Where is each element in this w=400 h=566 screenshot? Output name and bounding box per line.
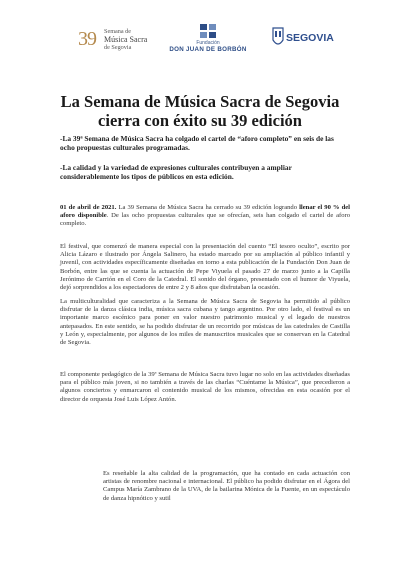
header-logos [0, 22, 400, 62]
semana-logo-text: Semana de Música Sacra de Segovia [104, 28, 148, 51]
segovia-logo-text: SEGOVIA [286, 32, 334, 44]
article-title: La Semana de Música Sacra de Segovia cierra con éxito su 39 edición [60, 92, 340, 130]
press-date: 01 de abril de 2021. [60, 204, 117, 211]
segovia-crest-icon [272, 26, 284, 48]
semana-musica-sacra-logo [78, 26, 158, 60]
fundacion-label: Fundación [196, 40, 220, 46]
body-paragraph-2: El festival, que comenzó de manera especial con la presentación del cuento “El tesoro oculto”, escrito por Alicia Lázaro e ilustrado por Ángela Salinero, ha estado marcado por su ampliación al público infantil y juvenil, con actividades específicamente diseñadas en torno a esta publicación de la Fundación Don Juan de Borbón, entre las que se cuenta la actuación de Pepe Viyuela el pasado 27 de marzo junto a la Capilla Jerónimo de Carrión en el Coro de la Catedral. El sonido del órgano, presentado con el humor de Viyuela, dejó sorprendidos a los espectadores de entre 2 y 8 años que disfrutaban la ocasión. [60, 243, 350, 292]
lead-paragraph-2: -La calidad y la variedad de expresiones culturales contribuyen a ampliar considerablemente los tipos de públicos en esta edición. [60, 163, 292, 181]
body-paragraph-4: El componente pedagógico de la 39ª Semana de Música Sacra tuvo lugar no solo en las actividades diseñadas para el público más joven, si no también a través de las charlas “Cuéntame la Música”, que precedieron a algunos conciertos y enmarcaron el contenido musical de los mismos, ofrecidas en esta ocasión por el director de orquesta José Luis López Antón. [60, 371, 350, 403]
highlight-aforo: llenar el 90 % del aforo disponible [60, 204, 351, 220]
lead-paragraph-1: -La 39ª Semana de Música Sacra ha colgado el cartel de “aforo completo” en seis de las ocho propuestas culturales programadas. [60, 134, 334, 152]
body-paragraph-5: Es reseñable la alta calidad de la programación, que ha contado en cada actuación con artistas de renombre nacional e internacional. El público ha podido disfrutar en el Ágora del Campus María Zambrano de la UVA, de la bailarina Mónica de la Fuente, en un espectáculo de danza hipnótico y sutil [103, 470, 350, 502]
body-paragraph-1: 01 de abril de 2021. La 39 Semana de Música Sacra ha cerrado su 39 edición logrando llenar el 90 % del aforo disponible. De las ocho propuestas culturales que se ofrecían, seis han colgado el cartel de aforo completo. [60, 204, 351, 228]
segovia-logo [272, 24, 342, 60]
fundacion-name: DON JUAN DE BORBÓN [169, 46, 247, 53]
fundacion-emblem-icon [197, 22, 219, 40]
fundacion-don-juan-logo [168, 22, 248, 62]
body-paragraph-3: La multiculturalidad que caracteriza a la Semana de Música Sacra de Segovia ha permitido al público disfrutar de la danza clásica india, música sacra cubana y tango argentino. Por otro lado, el festival es un importante marco escénico para poner en valor nuestro patrimonio musical y el legado de nuestros antepasados. En este sentido, se ha podido disfrutar de un recorrido por músicas de las catedrales de Castilla y León y, especialmente, por algunos de los miles de manuscritos musicales que se conservan en la Catedral de Segovia. [60, 298, 350, 347]
semana-logo-number: 39 [78, 28, 96, 50]
